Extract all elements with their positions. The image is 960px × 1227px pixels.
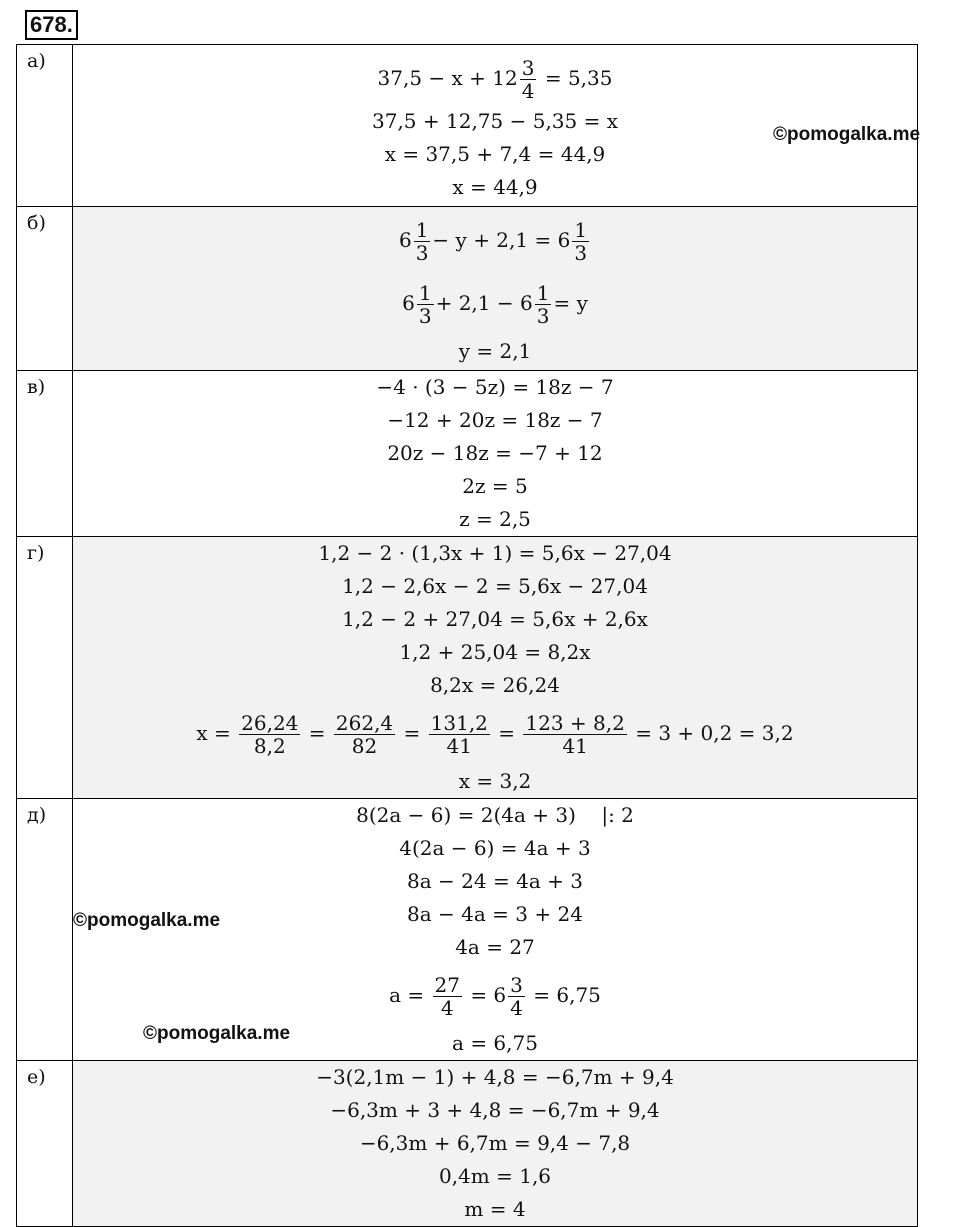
equation-line: −3(2,1m − 1) + 4,8 = −6,7m + 9,4	[316, 1065, 674, 1089]
row-e	[17, 1061, 918, 1227]
watermark: ©pomogalka.me	[143, 1023, 291, 1044]
equation-line: −6,3m + 3 + 4,8 = −6,7m + 9,4	[330, 1098, 660, 1122]
equation-line: a = $\frac{27}{4}$ = 6 $\frac{3}{4}$ = 6,75	[389, 973, 601, 1020]
equation-line: 4a = 27	[455, 935, 535, 959]
equation-line: x = $\frac{26,24}{8,2}$ = $\frac{262,4}{82}$ = $\frac{131,2}{41}$ = $\frac{123 + 8,2}{41}$ = 3 + 0,2 = 3,2	[196, 711, 794, 758]
equation-line: −6,3m + 6,7m = 9,4 − 7,8	[359, 1131, 631, 1155]
problem-number: 678.	[25, 10, 78, 40]
equation-line: x = 3,2	[458, 769, 532, 793]
equation-line: z = 2,5	[459, 507, 531, 531]
equation-line: 6 $\frac{1}{3}$ − y + 2,1 = 6 $\frac{1}{3}$	[398, 218, 588, 265]
equation-line: 20z − 18z = −7 + 12	[387, 441, 603, 465]
equation-line: 8a − 4a = 3 + 24	[407, 902, 583, 926]
equation-line: 1,2 − 2,6x − 2 = 5,6x − 27,04	[342, 574, 648, 598]
equation-line: 2z = 5	[462, 474, 528, 498]
equation-line: 8(2a − 6) = 2(4a + 3) |: 2	[356, 803, 634, 827]
solution-table	[16, 44, 921, 1227]
row-label: д)	[17, 799, 73, 1061]
row-label: г)	[17, 537, 73, 799]
equation-line: 0,4m = 1,6	[438, 1164, 552, 1188]
equation-line: 1,2 − 2 + 27,04 = 5,6x + 2,6x	[342, 607, 648, 631]
row-b	[17, 207, 918, 371]
equation-line: 1,2 + 25,04 = 8,2x	[399, 640, 591, 664]
equation-line: 37,5 + 12,75 − 5,35 = x	[371, 109, 618, 133]
equation-line: 1,2 − 2 · (1,3x + 1) = 5,6x − 27,04	[318, 541, 672, 565]
equation-line: y = 2,1	[458, 339, 532, 363]
row-v	[17, 371, 918, 537]
row-g	[17, 537, 918, 799]
row-label: е)	[17, 1061, 73, 1227]
row-label: а)	[17, 45, 73, 207]
equation-line: 4(2a − 6) = 4a + 3	[399, 836, 591, 860]
equation-line: 8,2x = 26,24	[430, 673, 560, 697]
watermark: ©pomogalka.me	[773, 124, 921, 145]
equation-line: 6 $\frac{1}{3}$ + 2,1 − 6 $\frac{1}{3}$ = y	[402, 281, 588, 328]
equation-line: 37,5 − x + 12 $\frac{3}{4}$ = 5,35	[377, 56, 613, 103]
equation-line: −12 + 20z = 18z − 7	[387, 408, 603, 432]
row-label: в)	[17, 371, 73, 537]
equation-line: m = 4	[464, 1197, 526, 1221]
equation-line: x = 44,9	[452, 175, 538, 199]
row-label: б)	[17, 207, 73, 371]
watermark: ©pomogalka.me	[73, 910, 221, 931]
equation-line: a = 6,75	[452, 1031, 538, 1055]
equation-line: 8a − 24 = 4a + 3	[407, 869, 583, 893]
equation-line: x = 37,5 + 7,4 = 44,9	[384, 142, 606, 166]
equation-line: −4 · (3 − 5z) = 18z − 7	[376, 375, 614, 399]
